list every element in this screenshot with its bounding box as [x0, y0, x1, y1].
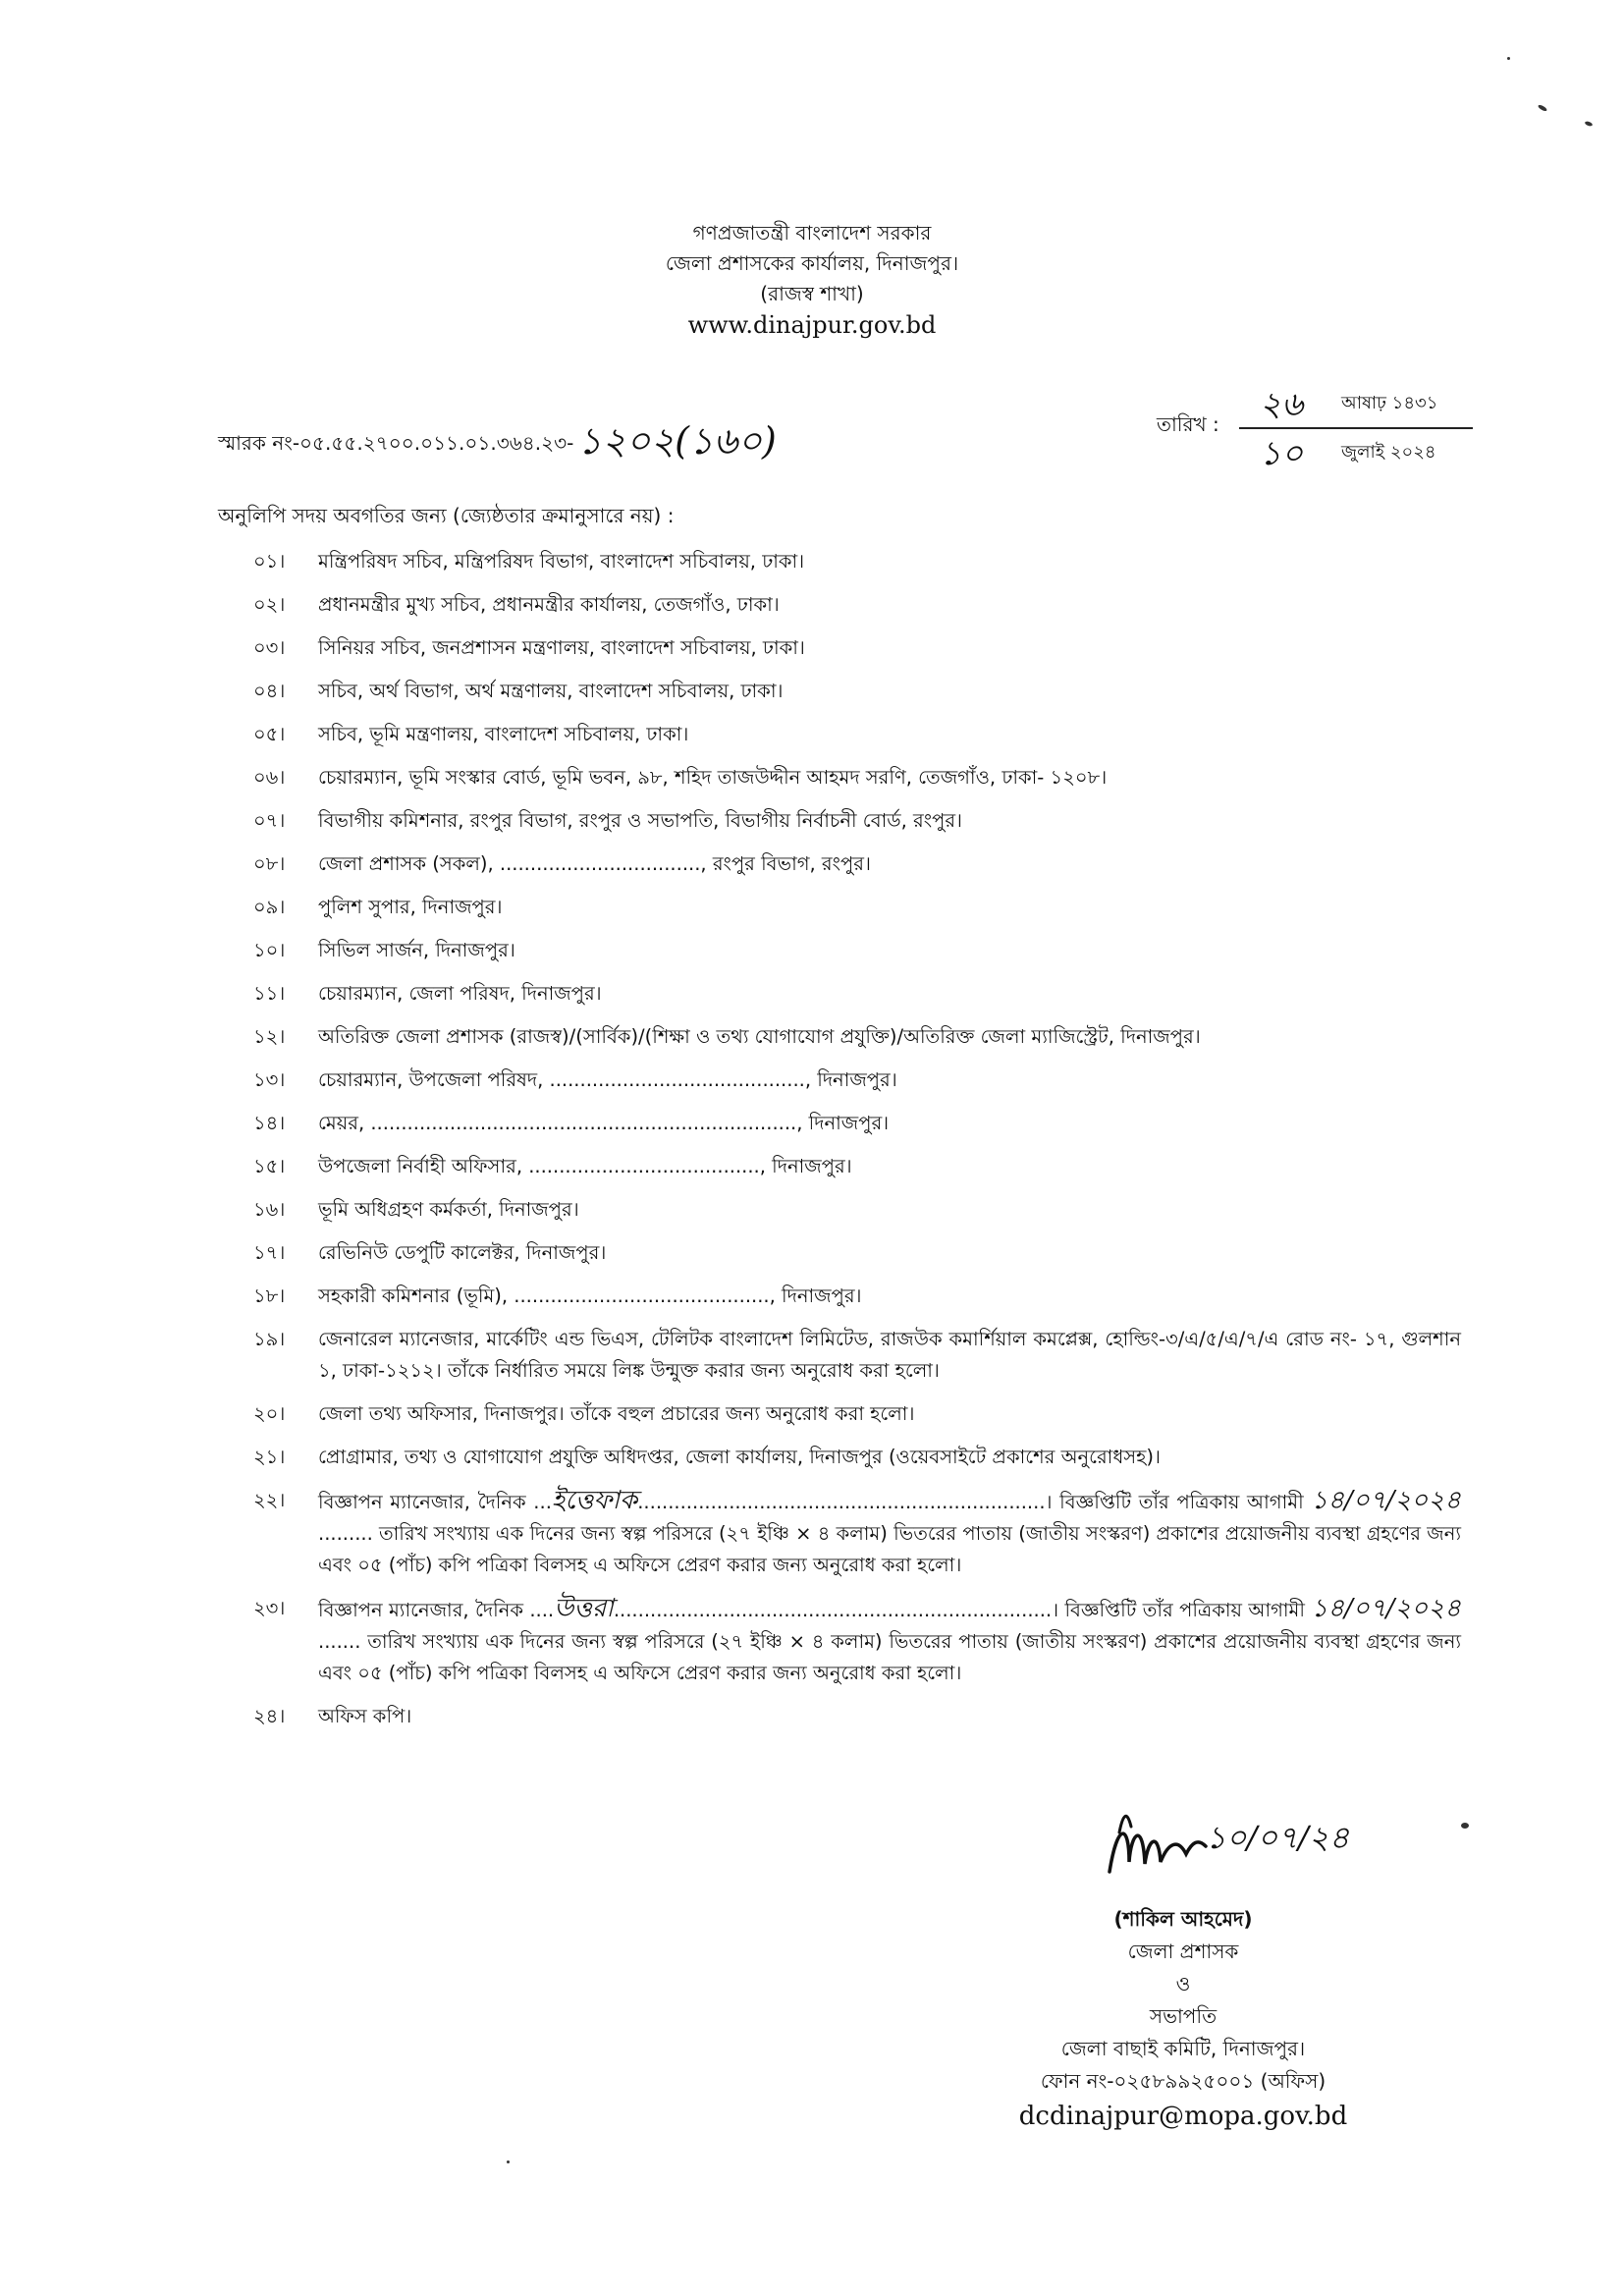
recipient-text: রেভিনিউ ডেপুটি কালেক্টর, দিনাজপুর। [318, 1241, 607, 1264]
recipient-item [253, 632, 1461, 664]
recipient-text: জেলা প্রশাসক (সকল), ................................., রংপুর বিভাগ, রংপুর। [318, 852, 871, 875]
recipient-item [253, 1237, 1461, 1269]
recipient-number: ১১। [253, 982, 286, 1005]
recipient-item [253, 848, 1461, 880]
recipient-number: ০৫। [253, 723, 286, 745]
recipient-text: অফিস কপি। [318, 1705, 412, 1727]
recipient-number: ১৫। [253, 1155, 286, 1177]
recipient-item [253, 589, 1461, 621]
recipient-text: চেয়ারম্যান, ভূমি সংস্কার বোর্ড, ভূমি ভবন, ৯৮, শহিদ তাজউদ্দীন আহমদ সরণি, তেজগাঁও, ঢাকা- ১২০৮। [318, 766, 1108, 789]
signatory-phone: ফোন নং-০২৫৮৯৯২৫০০১ (অফিস) [1040, 2069, 1326, 2093]
recipient-text: চেয়ারম্যান, জেলা পরিষদ, দিনাজপুর। [318, 982, 602, 1005]
scan-speck [1461, 1823, 1469, 1829]
recipient-text: বিভাগীয় কমিশনার, রংপুর বিভাগ, রংপুর ও সভাপতি, বিভাগীয় নির্বাচনী বোর্ড, রংপুর। [318, 809, 963, 832]
recipient-text: প্রোগ্রামার, তথ্য ও যোগাযোগ প্রযুক্তি অধিদপ্তর, জেলা কার্যালয়, দিনাজপুর (ওয়েবসাইটে প্রকাশের অনুরোধসহ)। [318, 1446, 1161, 1468]
recipient-number: ০৯। [253, 896, 286, 918]
signature-date: ১০/০৭/২৪ [1206, 1819, 1350, 1856]
office-name: জেলা প্রশাসকের কার্যালয়, দিনাজপুর। [665, 251, 959, 275]
recipient-item [253, 892, 1461, 923]
recipient-number: ০২। [253, 593, 286, 616]
recipient-item [253, 1021, 1461, 1053]
recipient-text: অতিরিক্ত জেলা প্রশাসক (রাজস্ব)/(সার্বিক)/(শিক্ষা ও তথ্য যোগাযোগ প্রযুক্তি)/অতিরিক্ত জেলা ম্যাজিস্ট্রেট, দিনাজপুর। [318, 1025, 1201, 1048]
recipient-number: ২৪। [253, 1705, 286, 1727]
recipient-text-part: বিজ্ঞাপন ম্যানেজার, দৈনিক ... [318, 1491, 552, 1513]
recipient-number: ২২। [253, 1489, 286, 1511]
recipient-item [253, 676, 1461, 707]
recipient-number: ১৭। [253, 1241, 286, 1264]
recipient-text: চেয়ারম্যান, উপজেলা পরিষদ, .........................................., দিনাজপুর। [318, 1068, 897, 1091]
recipient-number: ১৪। [253, 1112, 286, 1134]
recipient-item [253, 1194, 1461, 1226]
recipient-number: ২০। [253, 1402, 286, 1425]
english-day: ১০ [1259, 434, 1304, 473]
recipient-item [253, 805, 1461, 837]
signatory-email: dcdinajpur@mopa.gov.bd [1018, 2102, 1348, 2131]
recipient-item [253, 1442, 1461, 1473]
scan-speck [1507, 57, 1510, 60]
bangla-day: ২৬ [1259, 385, 1304, 424]
signatory-name: (শাকিল আহমেদ) [1113, 1907, 1253, 1931]
recipient-number: ১২। [253, 1025, 286, 1048]
recipient-text: পুলিশ সুপার, দিনাজপুর। [318, 896, 503, 918]
recipient-number: ১৮। [253, 1285, 286, 1307]
recipient-text: উপজেলা নির্বাহী অফিসার, ......................................, দিনাজপুর। [318, 1155, 852, 1177]
memo-handwritten-number: ১২০২(১৬০) [577, 419, 777, 463]
newspaper-name: ইত্তেফাক [551, 1486, 638, 1515]
recipient-number: ০৬। [253, 766, 286, 789]
document-header [0, 218, 1624, 341]
recipient-item [253, 1593, 1461, 1689]
publish-date: ১৪/০৭/২০২৪ [1311, 1486, 1461, 1515]
recipient-item [253, 1701, 1461, 1732]
recipient-number: ১৩। [253, 1068, 286, 1091]
recipient-text-part: ...................................................................। বিজ্ঞপ্তিটি তাঁর পত্রিকায় আগামী [637, 1491, 1312, 1513]
signatory-committee: জেলা বাছাই কমিটি, দিনাজপুর। [1060, 2037, 1306, 2060]
recipient-item [253, 935, 1461, 966]
recipient-number: ২১। [253, 1446, 286, 1468]
recipient-item [253, 1108, 1461, 1139]
recipient-text: সচিব, ভূমি মন্ত্রণালয়, বাংলাদেশ সচিবালয়, ঢাকা। [318, 723, 689, 745]
signatory-block [962, 1903, 1404, 2133]
recipient-text-part: ......... তারিখ সংখ্যায় এক দিনের জন্য স্বল্প পরিসরে (২৭ ইঞ্চি × ৪ কলাম) ভিতরের পাতায় (জাতীয় সংস্করণ) প্রকাশের প্রয়োজনীয় ব্যবস্থা গ্রহণের জন্য এবং ০৫ (পাঁচ) কপি পত্রিকা বিলসহ এ অফিসে প্রেরণ করার জন্য অনুরোধ করা হলো। [318, 1522, 1461, 1576]
recipient-number: ১৬। [253, 1198, 286, 1221]
recipient-text: সিভিল সার্জন, দিনাজপুর। [318, 939, 515, 961]
recipient-text: সিনিয়র সচিব, জনপ্রশাসন মন্ত্রণালয়, বাংলাদেশ সচিবালয়, ঢাকা। [318, 636, 805, 659]
recipient-item [253, 719, 1461, 750]
recipient-item [253, 762, 1461, 793]
recipient-item [253, 1398, 1461, 1430]
recipient-item [253, 1151, 1461, 1182]
recipient-text: জেলা তথ্য অফিসার, দিনাজপুর। তাঁকে বহুল প্রচারের জন্য অনুরোধ করা হলো। [318, 1402, 915, 1425]
signatory-and: ও [1175, 1972, 1191, 1995]
recipient-item [253, 1324, 1461, 1387]
recipient-item [253, 1065, 1461, 1096]
scan-speck [1538, 104, 1548, 112]
recipient-number: ০৭। [253, 809, 286, 832]
recipient-text: মন্ত্রিপরিষদ সচিব, মন্ত্রিপরিষদ বিভাগ, বাংলাদেশ সচিবালয়, ঢাকা। [318, 550, 805, 573]
recipient-text: সচিব, অর্থ বিভাগ, অর্থ মন্ত্রণালয়, বাংলাদেশ সচিবালয়, ঢাকা। [318, 680, 784, 702]
recipient-item [253, 978, 1461, 1010]
recipient-text: জেনারেল ম্যানেজার, মার্কেটিং এন্ড ভিএস, টেলিটক বাংলাদেশ লিমিটেড, রাজউক কমার্শিয়াল কমপ্লেক্স, হোল্ডিং-৩/এ/৫/এ/৭/এ রোড নং- ১৭, গুলশান ১, ঢাকা-১২১২। তাঁকে নির্ধারিত সময়ে লিঙ্ক উন্মুক্ত করার জন্য অনুরোধ করা হলো। [318, 1328, 1461, 1382]
recipient-text-part: ........................................................................। বিজ্ঞপ্তিটি তাঁর পত্রিকায় আগামী [613, 1599, 1312, 1621]
scan-speck [507, 2160, 510, 2163]
signature [1100, 1803, 1394, 1891]
recipient-number: ০১। [253, 550, 286, 573]
scan-speck [1585, 121, 1594, 127]
website: www.dinajpur.gov.bd [687, 311, 937, 339]
signatory-title-2: সভাপতি [1149, 2004, 1218, 2028]
date-block [1239, 379, 1473, 477]
publish-date: ১৪/০৭/২০২৪ [1311, 1594, 1461, 1623]
recipient-item [253, 1485, 1461, 1581]
recipient-number: ০৩। [253, 636, 286, 659]
recipient-item [253, 1281, 1461, 1312]
recipient-item [253, 546, 1461, 577]
recipient-text: ভূমি অধিগ্রহণ কর্মকর্তা, দিনাজপুর। [318, 1198, 579, 1221]
recipient-text: প্রধানমন্ত্রীর মুখ্য সচিব, প্রধানমন্ত্রীর কার্যালয়, তেজগাঁও, ঢাকা। [318, 593, 780, 616]
recipient-text [318, 1593, 1461, 1689]
memo-number [218, 412, 777, 475]
memo-label: স্মারক নং-০৫.৫৫.২৭০০.০১১.০১.৩৬৪.২৩- [218, 431, 574, 455]
recipient-text [318, 1485, 1461, 1581]
recipient-number: ০৮। [253, 852, 286, 875]
recipient-number: ১০। [253, 939, 286, 961]
recipient-text-part: বিজ্ঞাপন ম্যানেজার, দৈনিক .... [318, 1599, 555, 1621]
govt-name: গণপ্রজাতন্ত্রী বাংলাদেশ সরকার [692, 221, 932, 245]
newspaper-name: উত্তরা [554, 1594, 614, 1623]
recipient-text-part: ....... তারিখ সংখ্যায় এক দিনের জন্য স্বল্প পরিসরে (২৭ ইঞ্চি × ৪ কলাম) ভিতরের পাতায় (জাতীয় সংস্করণ) প্রকাশের প্রয়োজনীয় ব্যবস্থা গ্রহণের জন্য এবং ০৫ (পাঁচ) কপি পত্রিকা বিলসহ এ অফিসে প্রেরণ করার জন্য অনুরোধ করা হলো। [318, 1630, 1461, 1684]
english-month: জুলাই ২০২৪ [1341, 442, 1436, 463]
bangla-month: আষাঢ় ১৪৩১ [1341, 393, 1438, 413]
recipient-text: সহকারী কমিশনার (ভূমি), .........................................., দিনাজপুর। [318, 1285, 862, 1307]
copy-intro: অনুলিপি সদয় অবগতির জন্য (জ্যেষ্ঠতার ক্রমানুসারে নয়) : [218, 504, 675, 527]
date-label: তারিখ : [1157, 412, 1219, 436]
recipient-number: ২৩। [253, 1597, 286, 1619]
branch-name: (রাজস্ব শাখা) [760, 282, 864, 305]
recipient-text: মেয়র, ......................................................................, দিনাজপুর। [318, 1112, 890, 1134]
recipient-number: ১৯। [253, 1328, 286, 1350]
signatory-title: জেলা প্রশাসক [1127, 1940, 1239, 1963]
recipient-number: ০৪। [253, 680, 286, 702]
recipient-list [253, 546, 1461, 1744]
